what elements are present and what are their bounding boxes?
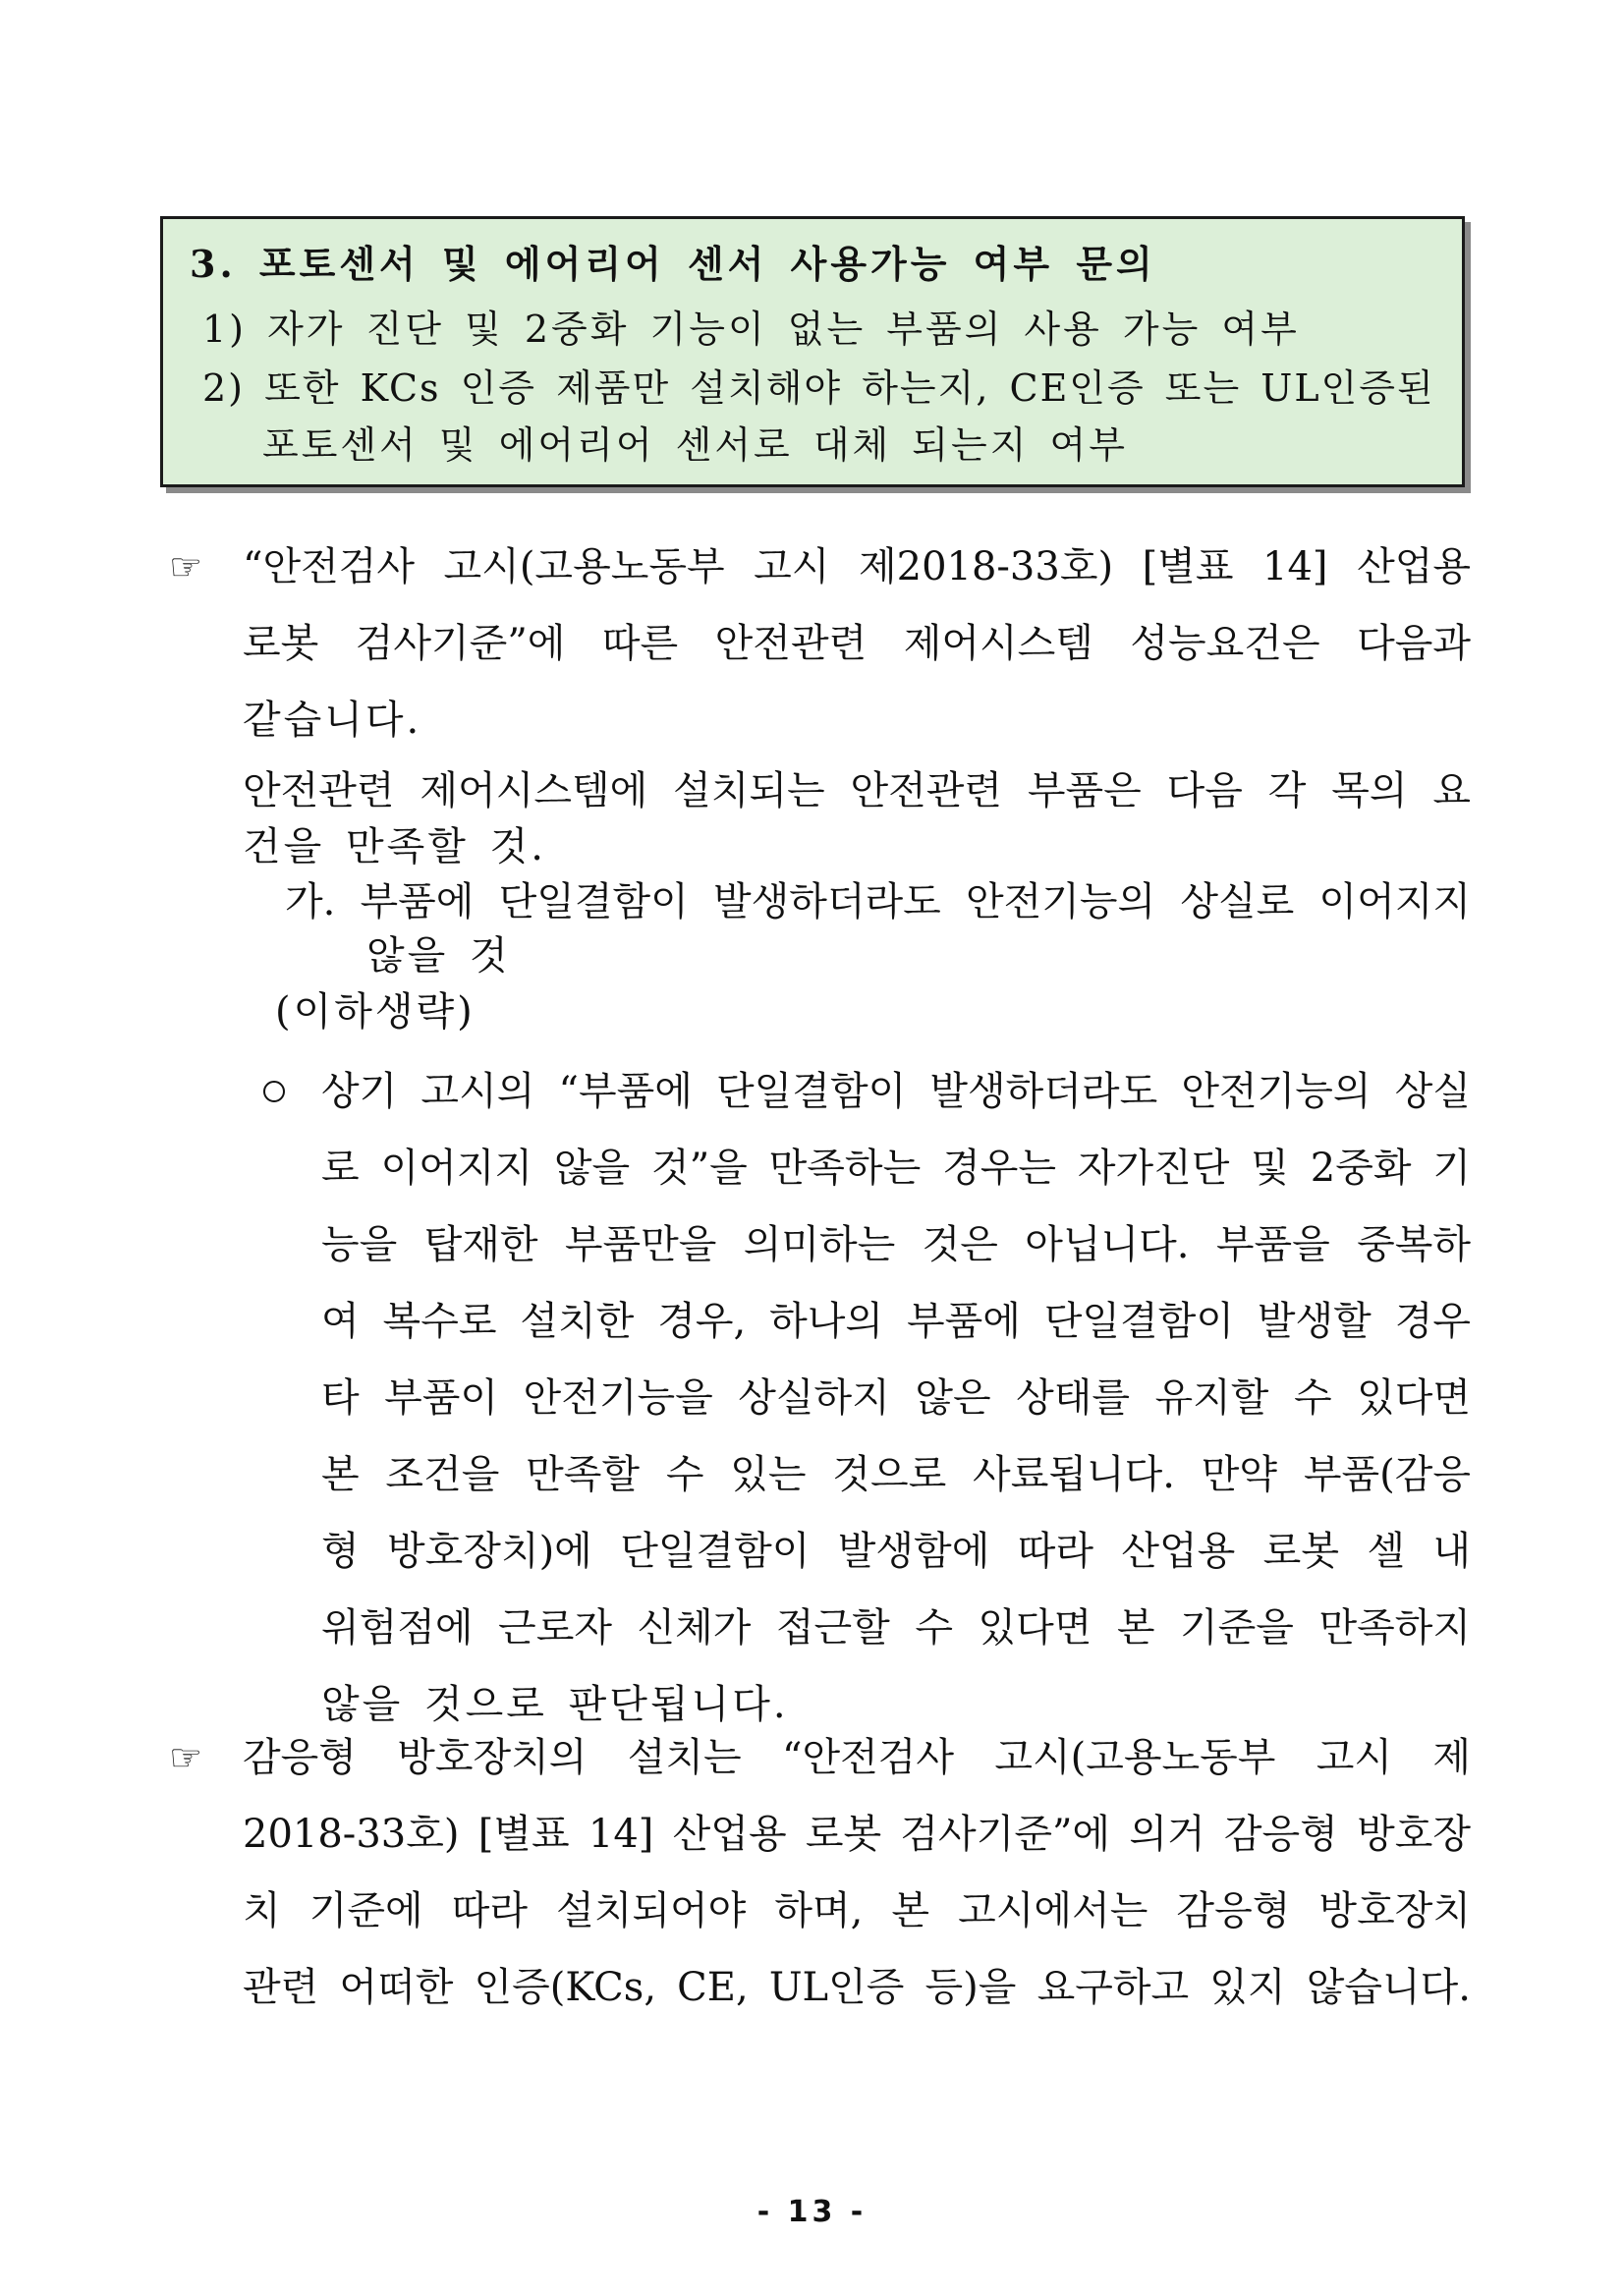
quote-item-line-1: 가. 부품에 단일결함이 발생하더라도 안전기능의 상실로 이어지지 xyxy=(285,879,1471,924)
bullet-line-3: 능을 탑재한 부품만을 의미하는 것은 아닙니다. 부품을 중복하 xyxy=(321,1222,1471,1267)
pointing-hand-icon: ☞ xyxy=(169,1736,203,1779)
circle-bullet-icon xyxy=(263,1081,285,1102)
answer2-line-4: 관련 어떠한 인증(KCs, CE, UL인증 등)을 요구하고 있지 않습니다. xyxy=(243,1965,1471,2010)
question-title: 3. 포토센서 및 에어리어 센서 사용가능 여부 문의 xyxy=(190,242,1156,286)
bullet-line-1: 상기 고시의 “부품에 단일결함이 발생하더라도 안전기능의 상실 xyxy=(321,1069,1471,1114)
question-box xyxy=(160,216,1465,487)
answer2-line-2: 2018-33호) [별표 14] 산업용 로봇 검사기준”에 의거 감응형 방호장 xyxy=(243,1812,1471,1857)
bullet-line-8: 위험점에 근로자 신체가 접근할 수 있다면 본 기준을 만족하지 xyxy=(321,1605,1471,1651)
bullet-line-7: 형 방호장치)에 단일결함이 발생함에 따라 산업용 로봇 셀 내 xyxy=(321,1529,1471,1574)
bullet-line-9: 않을 것으로 판단됩니다. xyxy=(321,1682,789,1727)
answer1-line-2: 로봇 검사기준”에 따른 안전관련 제어시스템 성능요건은 다음과 xyxy=(243,621,1471,666)
quote-line-1: 안전관련 제어시스템에 설치되는 안전관련 부품은 다음 각 목의 요 xyxy=(243,768,1471,813)
bullet-line-4: 여 복수로 설치한 경우, 하나의 부품에 단일결함이 발생할 경우 xyxy=(321,1299,1471,1344)
quote-line-2: 건을 만족할 것. xyxy=(243,824,546,869)
answer1-line-1: “안전검사 고시(고용노동부 고시 제2018-33호) [별표 14] 산업용 xyxy=(243,544,1471,589)
bullet-line-6: 본 조건을 만족할 수 있는 것으로 사료됩니다. 만약 부품(감응 xyxy=(321,1452,1471,1497)
answer1-line-3: 같습니다. xyxy=(243,698,422,743)
pointing-hand-icon: ☞ xyxy=(169,545,203,588)
question-item-1: 1) 자가 진단 및 2중화 기능이 없는 부품의 사용 가능 여부 xyxy=(202,308,1300,351)
bullet-line-5: 타 부품이 안전기능을 상실하지 않은 상태를 유지할 수 있다면 xyxy=(321,1375,1471,1421)
answer2-line-3: 치 기준에 따라 설치되어야 하며, 본 고시에서는 감응형 방호장치 xyxy=(243,1888,1471,1933)
answer2-line-1: 감응형 방호장치의 설치는 “안전검사 고시(고용노동부 고시 제 xyxy=(243,1735,1471,1780)
bullet-line-2: 로 이어지지 않을 것”을 만족하는 경우는 자가진단 및 2중화 기 xyxy=(321,1146,1471,1191)
page-number: - 13 - xyxy=(756,2195,868,2229)
question-item-2-continued: 포토센서 및 에어리어 센서로 대체 되는지 여부 xyxy=(262,423,1128,467)
quote-omitted: (이하생략) xyxy=(275,989,476,1035)
quote-item-line-2: 않을 것 xyxy=(366,933,511,979)
question-item-2: 2) 또한 KCs 인증 제품만 설치해야 하는지, CE인증 또는 UL인증된 xyxy=(202,366,1435,410)
